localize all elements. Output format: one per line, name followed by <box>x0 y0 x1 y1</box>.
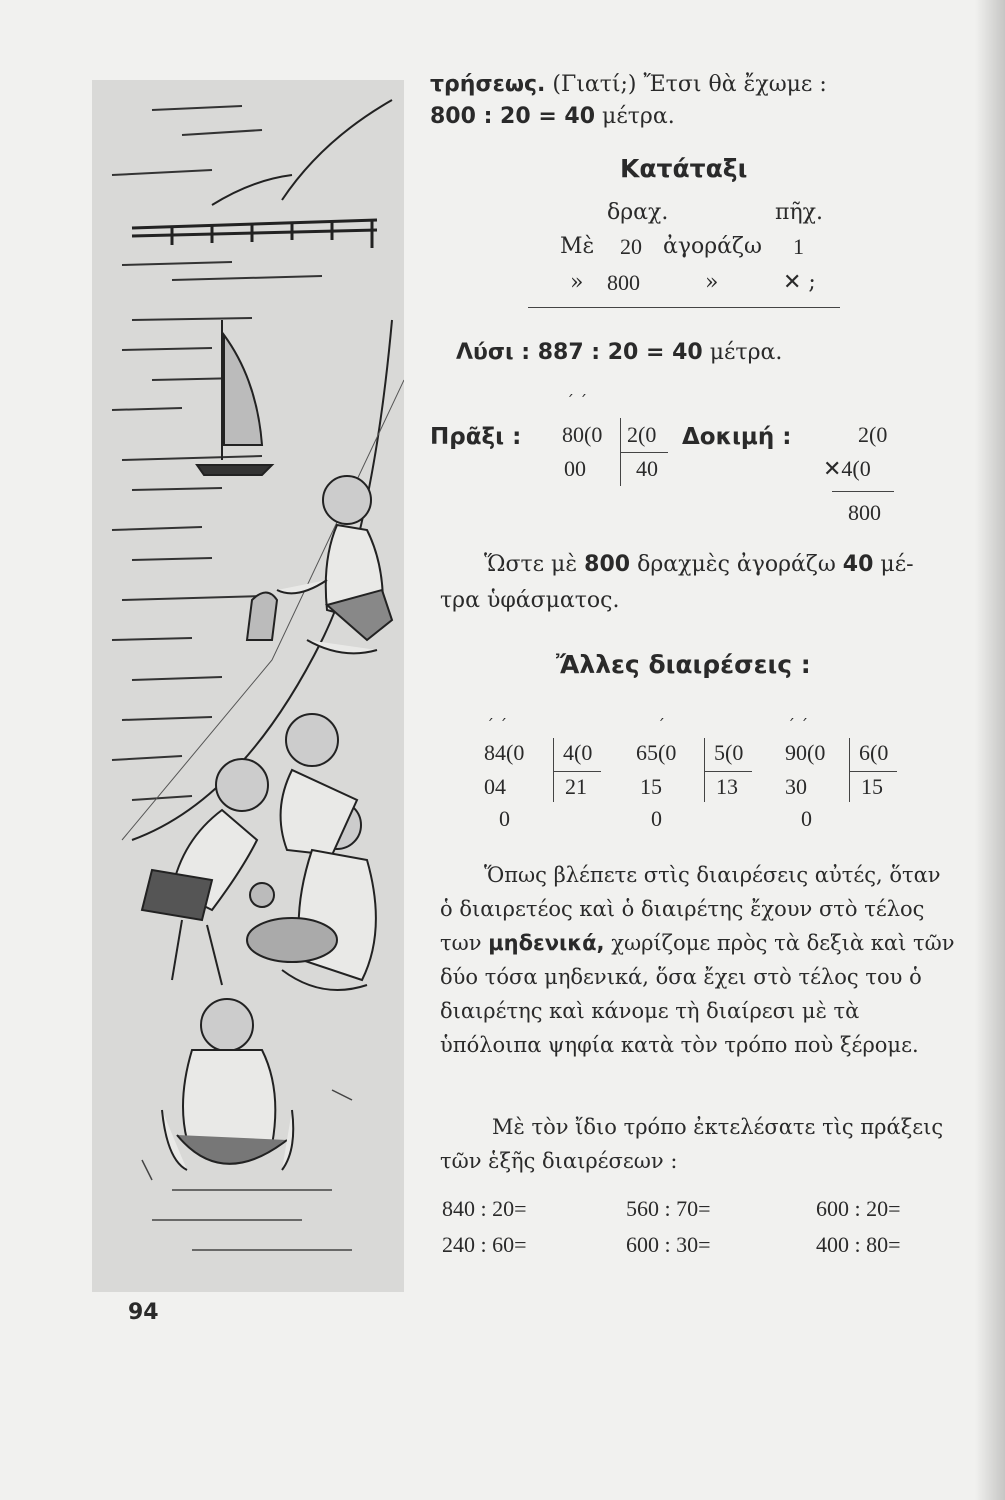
division-2-quotient: 13 <box>716 774 738 799</box>
dokimi-factor-1: 2(0 <box>858 422 888 447</box>
conclusion-amount: 800 <box>584 552 631 577</box>
katataxi-col-pechs: πῆχ. <box>775 200 823 225</box>
intro-equation: 800 : 20 = 40 <box>430 104 596 129</box>
alles-title: Ἄλλες διαιρέσεις : <box>556 650 811 679</box>
explanation-text-2: χωρίζομε πρὸς τὰ δεξιὰ καὶ τῶν δύο τόσα μηδενικά, ὅσα ἔχει στὸ τέλος του ὁ διαιρέτης καὶ κάνομε τὴ διαίρεσι μὲ τὰ ὑπόλοιπα ψηφία κατὰ τὸν τρόπο ποὺ ξέρομε. <box>440 931 955 1057</box>
division-2-remainder: 0 <box>651 806 662 831</box>
katataxi-divider <box>528 307 840 308</box>
division-1-marks: ´ ´ <box>486 716 508 735</box>
katataxi-col-drachmas: δραχ. <box>607 200 669 225</box>
lysi-line <box>456 340 782 365</box>
exercise-item-5: 600 : 30= <box>626 1232 711 1257</box>
page-edge-shadow <box>975 0 1005 1500</box>
division-3-remainder: 0 <box>801 806 812 831</box>
explanation-text-1: Ὅπως βλέπετε στὶς διαιρέσεις αὐτές, ὅταν ὁ διαιρετέος καὶ ὁ διαιρέτης ἔχουν στὸ τέλος των <box>440 863 941 955</box>
division-2-divisor: 5(0 <box>714 740 744 765</box>
dokimi-product: 800 <box>848 500 881 525</box>
division-1-dividend: 84(0 <box>484 740 525 765</box>
division-2-partial: 15 <box>640 774 662 799</box>
intro-line-1-text: (Γιατί;) Ἔτσι θὰ ἔχωμε : <box>552 72 827 97</box>
dokimi-rule <box>832 491 894 492</box>
division-3-marks: ´ ´ <box>787 716 809 735</box>
katataxi-row1-prefix: Μὲ <box>560 234 595 259</box>
exercise-item-2: 560 : 70= <box>626 1196 711 1221</box>
division-3-divisor: 6(0 <box>859 740 889 765</box>
exercise-item-1: 840 : 20= <box>442 1196 527 1221</box>
dokimi-label: Δοκιμή : <box>682 424 792 450</box>
division-1-partial: 04 <box>484 774 506 799</box>
division-1-vertical-rule <box>553 738 554 802</box>
division-2-vertical-rule <box>704 738 705 802</box>
division-3-quotient-rule <box>849 771 897 772</box>
conclusion-text-1: Ὥστε μὲ <box>484 552 578 577</box>
exercise-intro: Μὲ τὸν ἴδιο τρόπο ἐκτελέσατε τὶς πράξεις τῶν ἑξῆς διαιρέσεων : <box>440 1115 944 1173</box>
conclusion-line-1 <box>484 552 914 577</box>
praxi-cancel-marks: ´ ´ <box>566 392 588 411</box>
division-2-dividend: 65(0 <box>636 740 677 765</box>
praxi-label: Πρᾶξι : <box>430 424 522 450</box>
dokimi-factor-2: ✕4(0 <box>823 456 871 481</box>
katataxi-row2-verb: » <box>705 270 719 295</box>
exercise-item-4: 240 : 60= <box>442 1232 527 1257</box>
division-1-quotient: 21 <box>565 774 587 799</box>
conclusion-text-2: δραχμὲς ἀγοράζω <box>637 552 836 577</box>
katataxi-title: Κατάταξι <box>620 154 748 183</box>
division-1-quotient-rule <box>553 771 601 772</box>
conclusion-text-3: μέ- <box>880 552 914 577</box>
conclusion-meters: 40 <box>842 552 874 577</box>
lysi-unit: μέτρα. <box>709 340 783 365</box>
intro-unit: μέτρα. <box>602 104 675 129</box>
division-3-dividend: 90(0 <box>785 740 826 765</box>
praxi-quotient-rule <box>620 452 668 453</box>
praxi-quotient: 40 <box>636 456 658 481</box>
katataxi-row2-prefix: » <box>570 270 584 295</box>
division-3-quotient: 15 <box>861 774 883 799</box>
katataxi-row1-result: 1 <box>793 234 804 259</box>
division-1-divisor: 4(0 <box>563 740 593 765</box>
praxi-remainder: 00 <box>564 456 586 481</box>
exercise-item-3: 600 : 20= <box>816 1196 901 1221</box>
katataxi-row2-unknown: ✕ ; <box>783 270 816 295</box>
division-1-remainder: 0 <box>499 806 510 831</box>
beach-illustration <box>92 80 404 1292</box>
exercise-item-6: 400 : 80= <box>816 1232 901 1257</box>
praxi-divisor: 2(0 <box>627 422 657 447</box>
division-3-vertical-rule <box>849 738 850 802</box>
intro-line-2 <box>430 104 675 129</box>
lysi-equation: Λύσι : 887 : 20 = 40 <box>456 340 703 365</box>
katataxi-row1-verb: ἀγοράζω <box>663 234 762 259</box>
explanation-bold-zeros: μηδενικά, <box>488 931 605 955</box>
division-2-quotient-rule <box>704 771 752 772</box>
division-2-marks: ´ <box>657 716 665 735</box>
katataxi-row1-value: 20 <box>620 234 642 259</box>
division-3-partial: 30 <box>785 774 807 799</box>
katataxi-row2-value: 800 <box>607 270 640 295</box>
intro-line-1 <box>430 72 827 97</box>
explanation-paragraph <box>440 858 955 1062</box>
conclusion-line-2: τρα ὑφάσματος. <box>440 588 620 613</box>
praxi-dividend: 80(0 <box>562 422 603 447</box>
page-number: 94 <box>128 1300 159 1325</box>
intro-bold-word: τρήσεως. <box>430 72 546 97</box>
